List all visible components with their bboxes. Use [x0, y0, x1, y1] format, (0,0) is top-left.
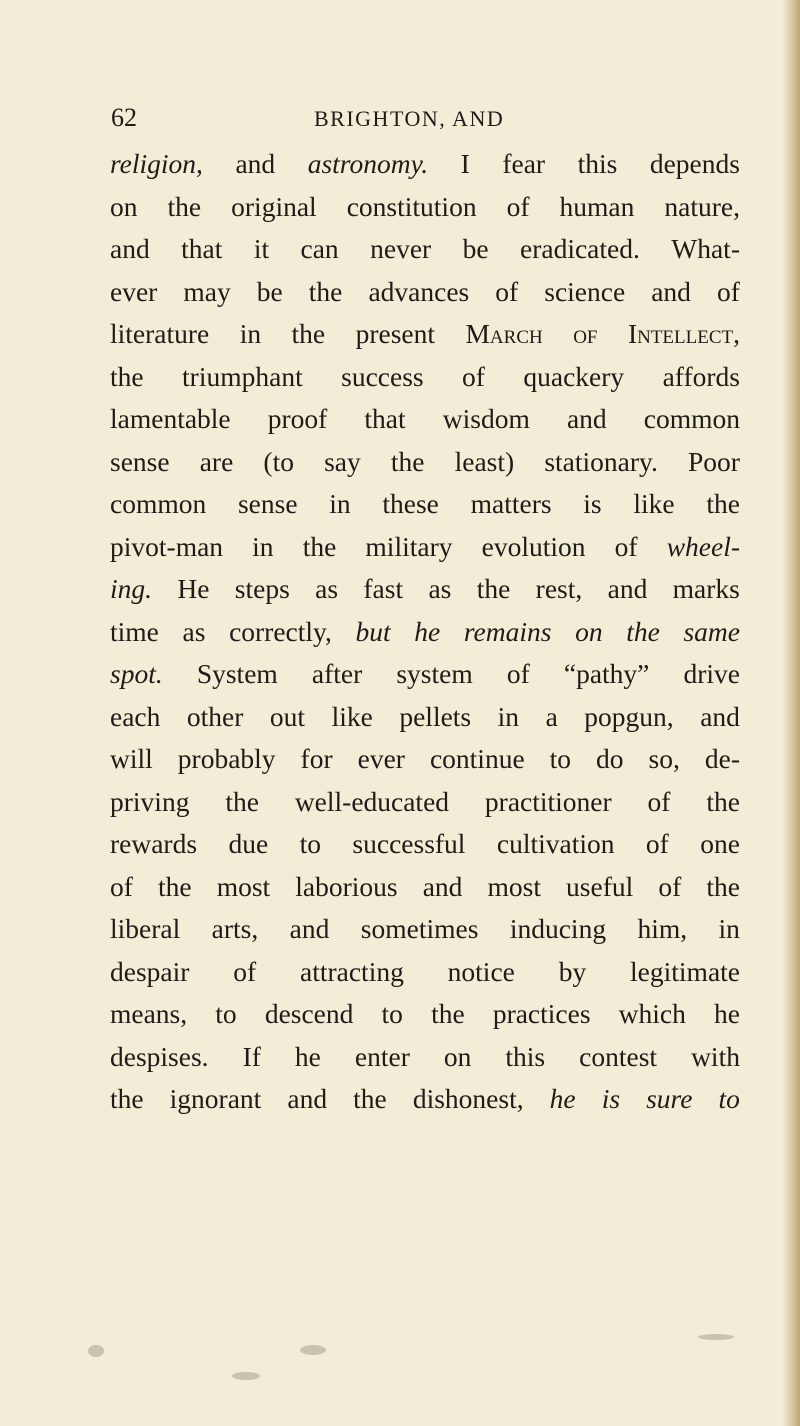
word: despises.	[110, 1040, 209, 1072]
word: arts,	[211, 913, 259, 944]
word: of	[573, 318, 598, 349]
word: stationary.	[544, 445, 658, 477]
word: If	[242, 1040, 261, 1072]
word: to	[549, 743, 572, 774]
word: nature,	[664, 190, 740, 222]
word: ever	[110, 275, 158, 307]
word: triumphant	[182, 360, 303, 392]
word: the	[706, 785, 740, 817]
word: practices	[492, 998, 591, 1029]
word: probably	[177, 743, 276, 774]
running-head: BRIGHTON, AND	[314, 106, 505, 131]
word: of	[658, 870, 682, 902]
word: on	[443, 1040, 472, 1072]
word: military	[365, 530, 453, 562]
scan-smudge	[88, 1345, 104, 1357]
word: for	[300, 743, 333, 774]
text-line	[110, 356, 740, 399]
word: as	[428, 573, 452, 604]
scan-smudge	[300, 1345, 326, 1355]
word: fast	[363, 573, 404, 604]
word: he	[714, 998, 740, 1029]
word: the	[390, 445, 425, 477]
word: with	[691, 1040, 740, 1072]
scan-smudge	[232, 1372, 260, 1380]
word: in	[718, 913, 740, 944]
word: marks	[672, 573, 740, 604]
word: of	[614, 530, 638, 562]
word: and	[235, 148, 276, 179]
word: affords	[662, 360, 740, 392]
word: I	[460, 148, 470, 179]
word: one	[700, 828, 740, 859]
word: the	[225, 785, 259, 817]
word: legitimate	[630, 955, 740, 987]
word: the	[302, 530, 337, 562]
word: do	[596, 743, 624, 774]
word: ing.	[110, 573, 153, 604]
word: most	[487, 870, 541, 902]
text-line	[110, 526, 740, 569]
word: the	[431, 998, 465, 1029]
word: on	[575, 615, 603, 647]
word: the	[353, 1083, 387, 1114]
word: in	[497, 700, 520, 732]
word: and	[700, 700, 740, 732]
word: sense	[237, 488, 298, 519]
word: pivot-man	[110, 530, 224, 562]
word: most	[216, 870, 271, 902]
word: original	[231, 190, 317, 222]
word: to	[718, 1083, 740, 1114]
word: science	[544, 275, 626, 307]
word: the	[308, 275, 343, 307]
word: that	[364, 403, 406, 434]
word: spot.	[110, 658, 163, 689]
text-line	[110, 483, 740, 526]
word: rewards	[110, 828, 198, 859]
text-line	[110, 271, 740, 314]
word: like	[331, 700, 373, 732]
word: of	[495, 275, 519, 307]
word: and	[651, 275, 691, 307]
body-text	[110, 143, 740, 1121]
word: popgun,	[584, 700, 674, 732]
word: say	[324, 445, 361, 477]
word: the	[291, 318, 326, 349]
word: the	[158, 870, 192, 902]
text-line	[110, 441, 740, 484]
word: each	[110, 700, 161, 732]
text-line	[110, 908, 740, 951]
text-line	[110, 866, 740, 909]
word: and	[422, 870, 463, 902]
word: ignorant	[169, 1083, 262, 1114]
word: and	[287, 1083, 328, 1114]
word: notice	[447, 955, 515, 987]
word: in	[252, 530, 274, 562]
word: of	[506, 190, 530, 222]
word: in	[239, 318, 262, 349]
word: and	[289, 913, 330, 944]
text-line	[110, 993, 740, 1036]
word: “pathy”	[563, 658, 650, 689]
word: drive	[683, 658, 740, 689]
word: him,	[637, 913, 688, 944]
word: sometimes	[360, 913, 479, 944]
word: as	[315, 573, 339, 604]
word: (to	[263, 445, 294, 477]
word: by	[558, 955, 587, 987]
word: liberal	[110, 913, 181, 944]
word: can	[300, 233, 339, 264]
text-line	[110, 696, 740, 739]
text-line	[110, 568, 740, 611]
word: eradicated.	[520, 233, 640, 264]
word: laborious	[295, 870, 398, 902]
text-line	[110, 738, 740, 781]
word: He	[177, 573, 210, 604]
word: other	[186, 700, 244, 732]
word: common	[110, 488, 207, 519]
word: he	[294, 1040, 321, 1072]
word: proof	[267, 403, 328, 434]
word: out	[269, 700, 306, 732]
word: which	[618, 998, 686, 1029]
word: human	[559, 190, 635, 222]
word: practitioner	[484, 785, 612, 817]
word: religion,	[110, 148, 203, 179]
word: never	[370, 233, 432, 264]
word: steps	[234, 573, 290, 604]
word: be	[256, 275, 283, 307]
word: ever	[357, 743, 405, 774]
text-line	[110, 611, 740, 654]
text-line	[110, 653, 740, 696]
word: fear	[502, 148, 546, 179]
word: of	[462, 360, 485, 392]
word: wisdom	[442, 403, 530, 434]
word: he	[549, 1083, 576, 1114]
word: and	[566, 403, 607, 434]
word: the	[110, 1083, 144, 1114]
word: and	[110, 233, 150, 264]
word: to	[299, 828, 321, 859]
word: constitution	[346, 190, 477, 222]
word: sense	[110, 445, 170, 477]
word: attracting	[300, 955, 404, 987]
word: of	[506, 658, 530, 689]
word: wheel-	[666, 530, 740, 562]
text-line	[110, 143, 740, 186]
word: Intellect,	[627, 318, 740, 349]
word: depends	[649, 148, 740, 179]
word: System	[196, 658, 278, 689]
word: cultivation	[496, 828, 615, 859]
word: common	[643, 403, 740, 434]
word: same	[683, 615, 740, 647]
word: means,	[110, 998, 188, 1029]
word: this	[577, 148, 618, 179]
word: March	[465, 318, 543, 349]
word: continue	[429, 743, 525, 774]
word: success	[341, 360, 424, 392]
word: enter	[354, 1040, 410, 1072]
word: advances	[368, 275, 470, 307]
word: dishonest,	[412, 1083, 524, 1114]
word: as	[182, 615, 206, 647]
word: well-educated	[294, 785, 450, 817]
word: he	[414, 615, 441, 647]
word: present	[355, 318, 436, 349]
word: the	[626, 615, 660, 647]
word: Poor	[687, 445, 740, 477]
word: in	[329, 488, 351, 519]
text-line	[110, 1036, 740, 1079]
word: are	[199, 445, 234, 477]
word: the	[706, 870, 740, 902]
word: literature	[110, 318, 210, 349]
word: of	[645, 828, 669, 859]
text-line	[110, 951, 740, 994]
word: lamentable	[110, 403, 231, 434]
word: matters	[470, 488, 552, 519]
text-line	[110, 781, 740, 824]
word: quackery	[523, 360, 625, 392]
word: least)	[454, 445, 515, 477]
word: despair	[110, 955, 190, 987]
word: time	[110, 615, 159, 647]
word: of	[110, 870, 133, 902]
page-edge-shadow	[782, 0, 800, 1426]
word: evolution	[481, 530, 586, 562]
word: to	[215, 998, 237, 1029]
word: is	[601, 1083, 621, 1114]
text-line	[110, 313, 740, 356]
word: pellets	[399, 700, 472, 732]
word: will	[110, 743, 153, 774]
word: of	[716, 275, 740, 307]
word: system	[396, 658, 473, 689]
word: a	[545, 700, 558, 732]
word: What-	[671, 233, 740, 264]
page-header	[0, 103, 800, 143]
text-line	[110, 1078, 740, 1121]
word: like	[633, 488, 675, 519]
word: successful	[352, 828, 466, 859]
word: due	[228, 828, 269, 859]
word: de-	[704, 743, 740, 774]
word: of	[233, 955, 257, 987]
word: be	[462, 233, 489, 264]
word: the	[110, 360, 144, 392]
scan-smudge	[698, 1334, 734, 1340]
word: the	[706, 488, 740, 519]
word: to	[381, 998, 403, 1029]
word: this	[505, 1040, 546, 1072]
word: that	[181, 233, 223, 264]
word: but	[355, 615, 391, 647]
page-number: 62	[111, 103, 137, 132]
word: it	[253, 233, 270, 264]
word: inducing	[509, 913, 607, 944]
text-line	[110, 398, 740, 441]
word: on	[110, 190, 138, 222]
text-line	[110, 823, 740, 866]
word: priving	[110, 785, 190, 817]
word: may	[183, 275, 231, 307]
word: and	[607, 573, 648, 604]
word: the	[167, 190, 202, 222]
text-line	[110, 186, 740, 229]
word: is	[583, 488, 602, 519]
word: remains	[463, 615, 552, 647]
word: so,	[648, 743, 680, 774]
text-line	[110, 228, 740, 271]
word: the	[476, 573, 511, 604]
word: contest	[579, 1040, 658, 1072]
word: descend	[264, 998, 354, 1029]
word: after	[311, 658, 363, 689]
word: rest,	[535, 573, 583, 604]
word: of	[647, 785, 671, 817]
word: correctly,	[229, 615, 332, 647]
word: astronomy.	[307, 148, 429, 179]
word: sure	[646, 1083, 693, 1114]
word: useful	[566, 870, 634, 902]
word: these	[382, 488, 439, 519]
